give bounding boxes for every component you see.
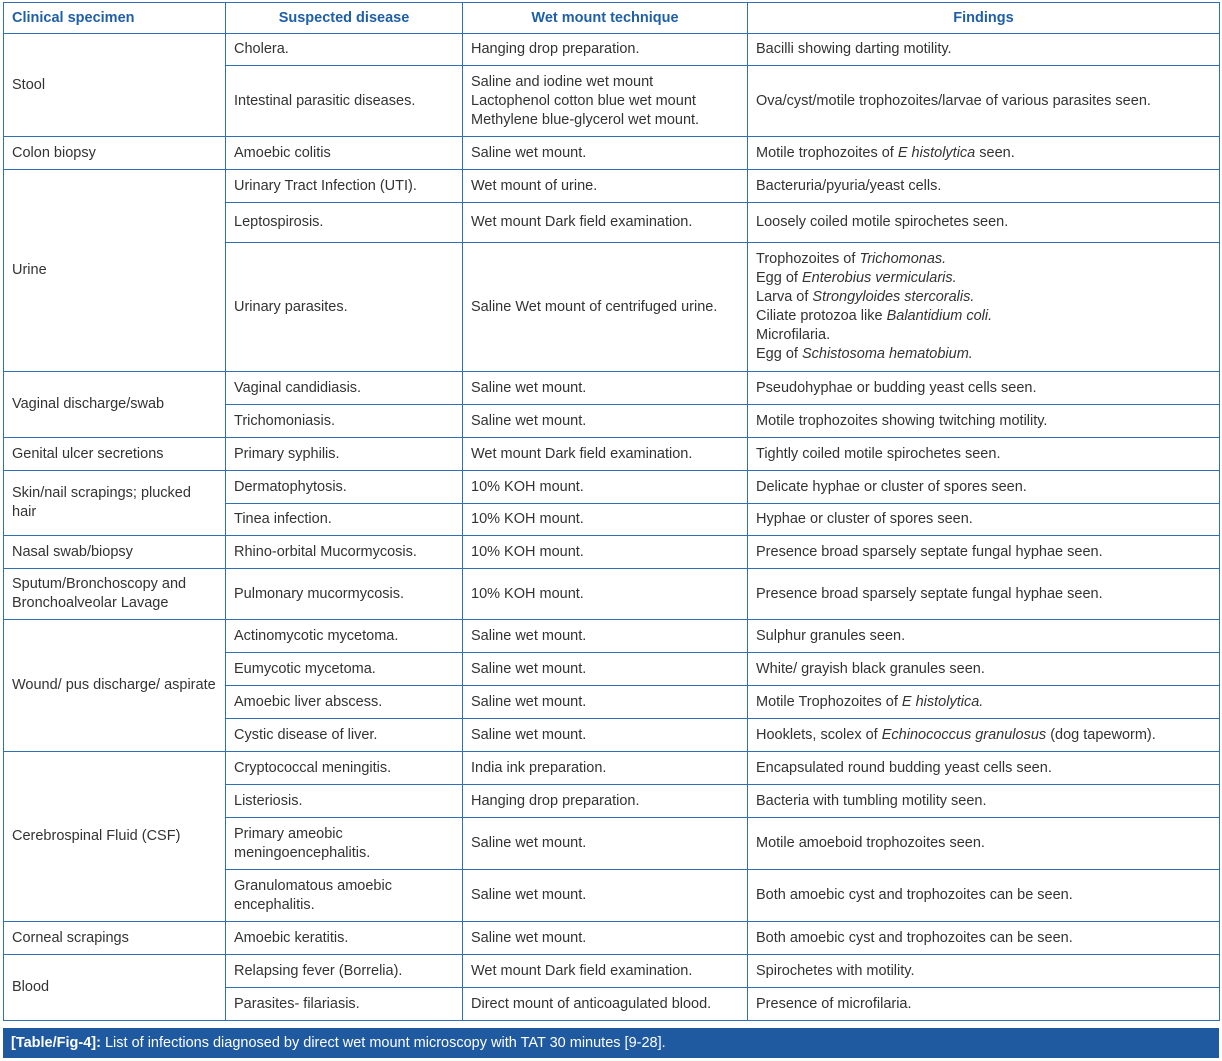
findings-line (756, 585, 1211, 604)
findings-line (756, 995, 1211, 1014)
disease-cell: Urinary Tract Infection (UTI). (226, 170, 463, 203)
findings-cell (748, 170, 1220, 203)
findings-text: Pseudohyphae or budding yeast cells seen. (756, 379, 1037, 396)
technique-line: Hanging drop preparation. (471, 41, 640, 57)
findings-text: Sulphur granules seen. (756, 627, 906, 644)
findings-cell (748, 818, 1220, 870)
disease-cell: Amoebic liver abscess. (226, 686, 463, 719)
technique-line: Saline wet mount. (471, 379, 587, 396)
header-suspected-disease: Suspected disease (226, 3, 463, 34)
organism-name: Trichomonas. (859, 251, 947, 267)
technique-cell (463, 955, 748, 988)
findings-cell (748, 569, 1220, 620)
findings-line (756, 792, 1211, 811)
technique-line: Saline and iodine wet mount (471, 73, 654, 90)
findings-text: Presence of microfilaria. (756, 995, 912, 1012)
organism-name: E histolytica (897, 144, 976, 161)
technique-line: Saline wet mount. (471, 660, 587, 677)
specimen-cell: Genital ulcer secretions (4, 438, 226, 471)
findings-line (756, 379, 1211, 398)
technique-cell (463, 620, 748, 653)
findings-line (756, 326, 1211, 345)
disease-cell: Primary ameobic meningoencephalitis. (226, 818, 463, 870)
specimen-cell: Cerebrospinal Fluid (CSF) (4, 752, 226, 922)
findings-line (756, 177, 1211, 196)
disease-cell: Cystic disease of liver. (226, 719, 463, 752)
findings-cell (748, 405, 1220, 438)
table-row (4, 170, 1220, 203)
table-row (4, 137, 1220, 170)
technique-cell (463, 471, 748, 504)
technique-cell (463, 569, 748, 620)
findings-line (756, 929, 1211, 948)
technique-cell (463, 372, 748, 405)
infections-table (3, 2, 1220, 1021)
disease-cell: Leptospirosis. (226, 203, 463, 243)
technique-line: Saline wet mount. (471, 887, 587, 903)
technique-line: Wet mount Dark field examination. (471, 962, 693, 979)
table-row (4, 536, 1220, 569)
findings-cell (748, 870, 1220, 922)
organism-name: Echinococcus granulosus (881, 726, 1047, 743)
technique-cell (463, 170, 748, 203)
findings-line (756, 478, 1211, 497)
specimen-cell: Vaginal discharge/swab (4, 372, 226, 438)
table-row (4, 922, 1220, 955)
technique-line: Hanging drop preparation. (471, 792, 640, 809)
findings-line (756, 92, 1211, 111)
findings-cell (748, 66, 1220, 137)
technique-cell (463, 922, 748, 955)
findings-text: Presence broad sparsely septate fungal hyphae seen. (756, 585, 1103, 602)
findings-line (756, 962, 1211, 981)
findings-cell (748, 988, 1220, 1021)
organism-name: Balantidium coli. (886, 308, 993, 324)
specimen-cell: Skin/nail scrapings; plucked hair (4, 471, 226, 536)
technique-cell (463, 203, 748, 243)
findings-line (756, 627, 1211, 646)
findings-line (756, 144, 1211, 163)
header-clinical-specimen: Clinical specimen (4, 3, 226, 34)
findings-text: Delicate hyphae or cluster of spores seen. (756, 478, 1027, 495)
findings-text: Hyphae or cluster of spores seen. (756, 511, 973, 527)
disease-cell: Parasites- filariasis. (226, 988, 463, 1021)
technique-line: Methylene blue-glycerol wet mount. (471, 111, 700, 128)
findings-line (756, 288, 1211, 307)
disease-cell: Listeriosis. (226, 785, 463, 818)
findings-text: Motile trophozoites showing twitching motility. (756, 412, 1048, 429)
findings-line (756, 250, 1211, 269)
findings-text: Loosely coiled motile spirochetes seen. (756, 214, 1009, 230)
disease-cell: Pulmonary mucormycosis. (226, 569, 463, 620)
caption-text: List of infections diagnosed by direct wet mount microscopy with TAT 30 minutes [9-28]. (100, 1035, 666, 1051)
findings-cell (748, 137, 1220, 170)
technique-line: 10% KOH mount. (471, 585, 584, 602)
findings-cell (748, 34, 1220, 66)
specimen-cell: Nasal swab/biopsy (4, 536, 226, 569)
findings-text: Spirochetes with motility. (756, 962, 915, 979)
disease-cell: Amoebic keratitis. (226, 922, 463, 955)
technique-line: Saline wet mount. (471, 627, 587, 644)
technique-cell (463, 870, 748, 922)
findings-text: Bacteruria/pyuria/yeast cells. (756, 177, 942, 194)
findings-cell (748, 686, 1220, 719)
disease-cell: Urinary parasites. (226, 243, 463, 372)
technique-line: Saline wet mount. (471, 693, 587, 710)
disease-cell: Eumycotic mycetoma. (226, 653, 463, 686)
findings-text: Ova/cyst/motile trophozoites/larvae of various parasites seen. (756, 92, 1151, 109)
findings-cell (748, 785, 1220, 818)
technique-line: Saline wet mount. (471, 144, 587, 161)
findings-line (756, 213, 1211, 232)
header-findings: Findings (748, 3, 1220, 34)
findings-line (756, 40, 1211, 59)
technique-cell (463, 686, 748, 719)
technique-line: Saline Wet mount of centrifuged urine. (471, 298, 718, 315)
technique-line: 10% KOH mount. (471, 478, 584, 495)
technique-cell (463, 719, 748, 752)
specimen-cell: Wound/ pus discharge/ aspirate (4, 620, 226, 752)
findings-text: Both amoebic cyst and trophozoites can be seen. (756, 887, 1073, 903)
technique-line: Saline wet mount. (471, 726, 587, 743)
findings-text: seen. (975, 144, 1015, 161)
specimen-cell: Blood (4, 955, 226, 1021)
disease-cell: Intestinal parasitic diseases. (226, 66, 463, 137)
technique-cell (463, 137, 748, 170)
technique-line: Saline wet mount. (471, 835, 587, 851)
technique-cell (463, 438, 748, 471)
findings-text: Egg of (756, 270, 802, 286)
findings-text: (dog tapeworm). (1046, 726, 1156, 743)
findings-text: Both amoebic cyst and trophozoites can be seen. (756, 929, 1073, 946)
findings-cell (748, 752, 1220, 785)
findings-text: White/ grayish black granules seen. (756, 660, 985, 677)
findings-text: Egg of (756, 346, 802, 362)
findings-line (756, 759, 1211, 778)
organism-name: E histolytica. (901, 693, 984, 710)
findings-text: Motile Trophozoites of (756, 693, 902, 710)
technique-line: Saline wet mount. (471, 412, 587, 429)
technique-line: Wet mount Dark field examination. (471, 214, 693, 230)
findings-cell (748, 955, 1220, 988)
findings-text: Presence broad sparsely septate fungal hyphae seen. (756, 543, 1103, 560)
table-row (4, 752, 1220, 785)
table-row (4, 34, 1220, 66)
technique-line: 10% KOH mount. (471, 543, 584, 560)
findings-text: Hooklets, scolex of (756, 726, 882, 743)
findings-cell (748, 243, 1220, 372)
findings-line (756, 269, 1211, 288)
findings-text: Motile amoeboid trophozoites seen. (756, 835, 985, 851)
findings-line (756, 543, 1211, 562)
technique-cell (463, 818, 748, 870)
technique-cell (463, 66, 748, 137)
organism-name: Strongyloides stercoralis. (812, 289, 975, 305)
findings-cell (748, 438, 1220, 471)
specimen-cell: Urine (4, 170, 226, 372)
technique-cell (463, 504, 748, 536)
findings-line (756, 307, 1211, 326)
disease-cell: Relapsing fever (Borrelia). (226, 955, 463, 988)
disease-cell: Tinea infection. (226, 504, 463, 536)
technique-cell (463, 988, 748, 1021)
findings-text: Bacteria with tumbling motility seen. (756, 792, 987, 809)
findings-line (756, 726, 1211, 745)
technique-line: Saline wet mount. (471, 929, 587, 946)
technique-line: India ink preparation. (471, 759, 607, 776)
findings-text: Motile trophozoites of (756, 144, 898, 161)
caption-label: [Table/Fig-4]: (11, 1035, 101, 1051)
findings-cell (748, 372, 1220, 405)
disease-cell: Vaginal candidiasis. (226, 372, 463, 405)
header-row (4, 3, 1220, 34)
findings-line (756, 886, 1211, 905)
organism-name: Schistosoma hematobium. (801, 346, 973, 362)
technique-cell (463, 785, 748, 818)
findings-line (756, 834, 1211, 853)
findings-cell (748, 620, 1220, 653)
technique-cell (463, 653, 748, 686)
organism-name: Enterobius vermicularis. (801, 270, 957, 286)
findings-cell (748, 536, 1220, 569)
disease-cell: Trichomoniasis. (226, 405, 463, 438)
table-row (4, 569, 1220, 620)
findings-line (756, 412, 1211, 431)
findings-line (756, 660, 1211, 679)
findings-cell (748, 471, 1220, 504)
specimen-cell: Sputum/Bronchoscopy and Bronchoalveolar Lavage (4, 569, 226, 620)
disease-cell: Dermatophytosis. (226, 471, 463, 504)
disease-cell: Cholera. (226, 34, 463, 66)
table-row (4, 620, 1220, 653)
disease-cell: Actinomycotic mycetoma. (226, 620, 463, 653)
table-row (4, 955, 1220, 988)
findings-text: Trophozoites of (756, 251, 860, 267)
disease-cell: Amoebic colitis (226, 137, 463, 170)
technique-line: 10% KOH mount. (471, 511, 584, 527)
technique-cell (463, 405, 748, 438)
table-caption (3, 1028, 1219, 1058)
findings-text: Ciliate protozoa like (756, 308, 887, 324)
technique-line: Wet mount of urine. (471, 177, 598, 194)
findings-cell (748, 203, 1220, 243)
findings-cell (748, 653, 1220, 686)
table-row (4, 372, 1220, 405)
findings-text: Microfilaria. (756, 327, 831, 343)
technique-cell (463, 752, 748, 785)
findings-line (756, 510, 1211, 529)
findings-cell (748, 922, 1220, 955)
disease-cell: Cryptococcal meningitis. (226, 752, 463, 785)
findings-cell (748, 504, 1220, 536)
findings-text: Tightly coiled motile spirochetes seen. (756, 445, 1001, 462)
findings-text: Larva of (756, 289, 813, 305)
specimen-cell: Colon biopsy (4, 137, 226, 170)
findings-line (756, 345, 1211, 364)
technique-cell (463, 536, 748, 569)
technique-cell (463, 34, 748, 66)
findings-text: Encapsulated round budding yeast cells seen. (756, 759, 1052, 776)
technique-cell (463, 243, 748, 372)
findings-text: Bacilli showing darting motility. (756, 41, 952, 57)
table-row (4, 471, 1220, 504)
table-row (4, 438, 1220, 471)
technique-line: Lactophenol cotton blue wet mount (471, 92, 696, 109)
specimen-cell: Corneal scrapings (4, 922, 226, 955)
disease-cell: Rhino-orbital Mucormycosis. (226, 536, 463, 569)
technique-line: Wet mount Dark field examination. (471, 445, 693, 462)
technique-line: Direct mount of anticoagulated blood. (471, 995, 712, 1012)
findings-line (756, 445, 1211, 464)
header-wet-mount-technique: Wet mount technique (463, 3, 748, 34)
disease-cell: Primary syphilis. (226, 438, 463, 471)
findings-cell (748, 719, 1220, 752)
disease-cell: Granulomatous amoebic encephalitis. (226, 870, 463, 922)
table-body (4, 34, 1220, 1021)
findings-line (756, 693, 1211, 712)
specimen-cell: Stool (4, 34, 226, 137)
